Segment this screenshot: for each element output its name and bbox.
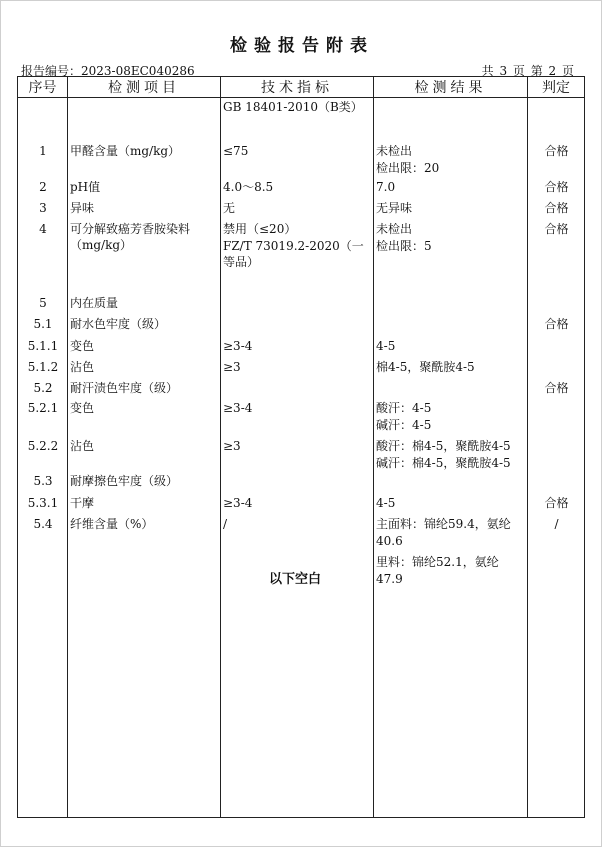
row-item: 耐水色牢度（级） <box>70 317 167 331</box>
header-serial: 序号 <box>18 77 68 98</box>
blank-note: 以下空白 <box>269 572 322 587</box>
row-result: 检出限：5 <box>376 239 432 253</box>
row-serial: 5.2 <box>33 381 53 395</box>
row-serial: 1 <box>39 144 47 158</box>
row-spec: ≥3-4 <box>223 496 253 510</box>
row-result: 碱汗：棉4-5，聚酰胺4-5 <box>376 456 511 470</box>
col-serial <box>18 98 68 818</box>
row-result: 4-5 <box>376 496 396 510</box>
header-item: 检测项目 <box>68 77 221 98</box>
standard-fz-line1: FZ/T 73019.2-2020（一 <box>223 239 364 253</box>
row-verdict: 合格 <box>544 180 569 194</box>
row-result: 里料：锦纶52.1，氨纶 <box>376 555 499 569</box>
row-item: pH值 <box>70 180 101 194</box>
row-item: 干摩 <box>70 496 95 510</box>
row-result: 碱汗：4-5 <box>376 418 432 432</box>
results-table <box>17 76 585 818</box>
row-item: 内在质量 <box>70 296 119 310</box>
standard-gb: GB 18401-2010（B类） <box>223 100 363 114</box>
row-serial: 5.4 <box>33 517 53 531</box>
row-verdict: 合格 <box>544 317 569 331</box>
table-header-row <box>18 77 585 98</box>
row-result: 4-5 <box>376 339 396 353</box>
row-item: 耐摩擦色牢度（级） <box>70 474 179 488</box>
row-spec: ≥3-4 <box>223 401 253 415</box>
report-number: 报告编号：2023-08EC040286 <box>21 64 195 78</box>
page-title: 检验报告附表 <box>230 36 374 56</box>
row-spec: ≥3 <box>223 439 241 453</box>
row-serial: 5 <box>39 296 47 310</box>
row-item: 异味 <box>70 201 95 215</box>
standard-fz-line2: 等品） <box>223 255 260 269</box>
row-verdict: 合格 <box>544 496 569 510</box>
header-result: 检测结果 <box>374 77 528 98</box>
row-serial: 5.1.1 <box>27 339 59 353</box>
row-result: 未检出 <box>376 222 413 236</box>
table-body-row <box>18 98 585 818</box>
row-item: 变色 <box>70 339 95 353</box>
row-serial: 4 <box>39 222 47 236</box>
row-serial: 5.3.1 <box>27 496 59 510</box>
row-spec: / <box>223 517 228 531</box>
row-verdict: 合格 <box>544 144 569 158</box>
row-serial: 2 <box>39 180 47 194</box>
row-result: 未检出 <box>376 144 413 158</box>
row-spec: ≥3 <box>223 360 241 374</box>
header-spec: 技术指标 <box>221 77 374 98</box>
col-verdict <box>528 98 585 818</box>
row-spec: 禁用（≤20） <box>223 222 297 236</box>
row-item: 沾色 <box>70 439 95 453</box>
row-verdict: 合格 <box>544 201 569 215</box>
row-result: 主面料：锦纶59.4，氨纶 <box>376 517 511 531</box>
row-serial: 5.1 <box>33 317 53 331</box>
row-item: （mg/kg） <box>70 238 133 252</box>
row-result: 7.0 <box>376 180 396 194</box>
row-spec: ≤75 <box>223 144 249 158</box>
col-item <box>68 98 221 818</box>
row-result: 47.9 <box>376 572 403 586</box>
page-info: 共 3 页 第 2 页 <box>481 64 575 78</box>
col-result <box>374 98 528 818</box>
row-item: 甲醛含量（mg/kg） <box>70 144 181 158</box>
row-item: 耐汗渍色牢度（级） <box>70 381 179 395</box>
row-serial: 5.2.1 <box>27 401 59 415</box>
row-item: 沾色 <box>70 360 95 374</box>
row-result: 棉4-5，聚酰胺4-5 <box>376 360 475 374</box>
row-verdict: / <box>554 517 559 531</box>
row-result: 40.6 <box>376 534 403 548</box>
row-verdict: 合格 <box>544 222 569 236</box>
row-result: 酸汗：棉4-5，聚酰胺4-5 <box>376 439 511 453</box>
row-result: 无异味 <box>376 201 413 215</box>
row-result: 检出限：20 <box>376 161 440 175</box>
row-serial: 5.3 <box>33 474 53 488</box>
row-serial: 5.1.2 <box>27 360 59 374</box>
col-spec <box>221 98 374 818</box>
row-spec: 4.0～8.5 <box>223 180 274 194</box>
row-item: 可分解致癌芳香胺染料 <box>70 222 191 236</box>
row-item: 变色 <box>70 401 95 415</box>
row-spec: 无 <box>223 201 236 215</box>
row-spec: ≥3-4 <box>223 339 253 353</box>
row-serial: 3 <box>39 201 47 215</box>
row-serial: 5.2.2 <box>27 439 59 453</box>
header-verdict: 判定 <box>528 77 585 98</box>
row-item: 纤维含量（%） <box>70 517 154 531</box>
row-result: 酸汗：4-5 <box>376 401 432 415</box>
row-verdict: 合格 <box>544 381 569 395</box>
